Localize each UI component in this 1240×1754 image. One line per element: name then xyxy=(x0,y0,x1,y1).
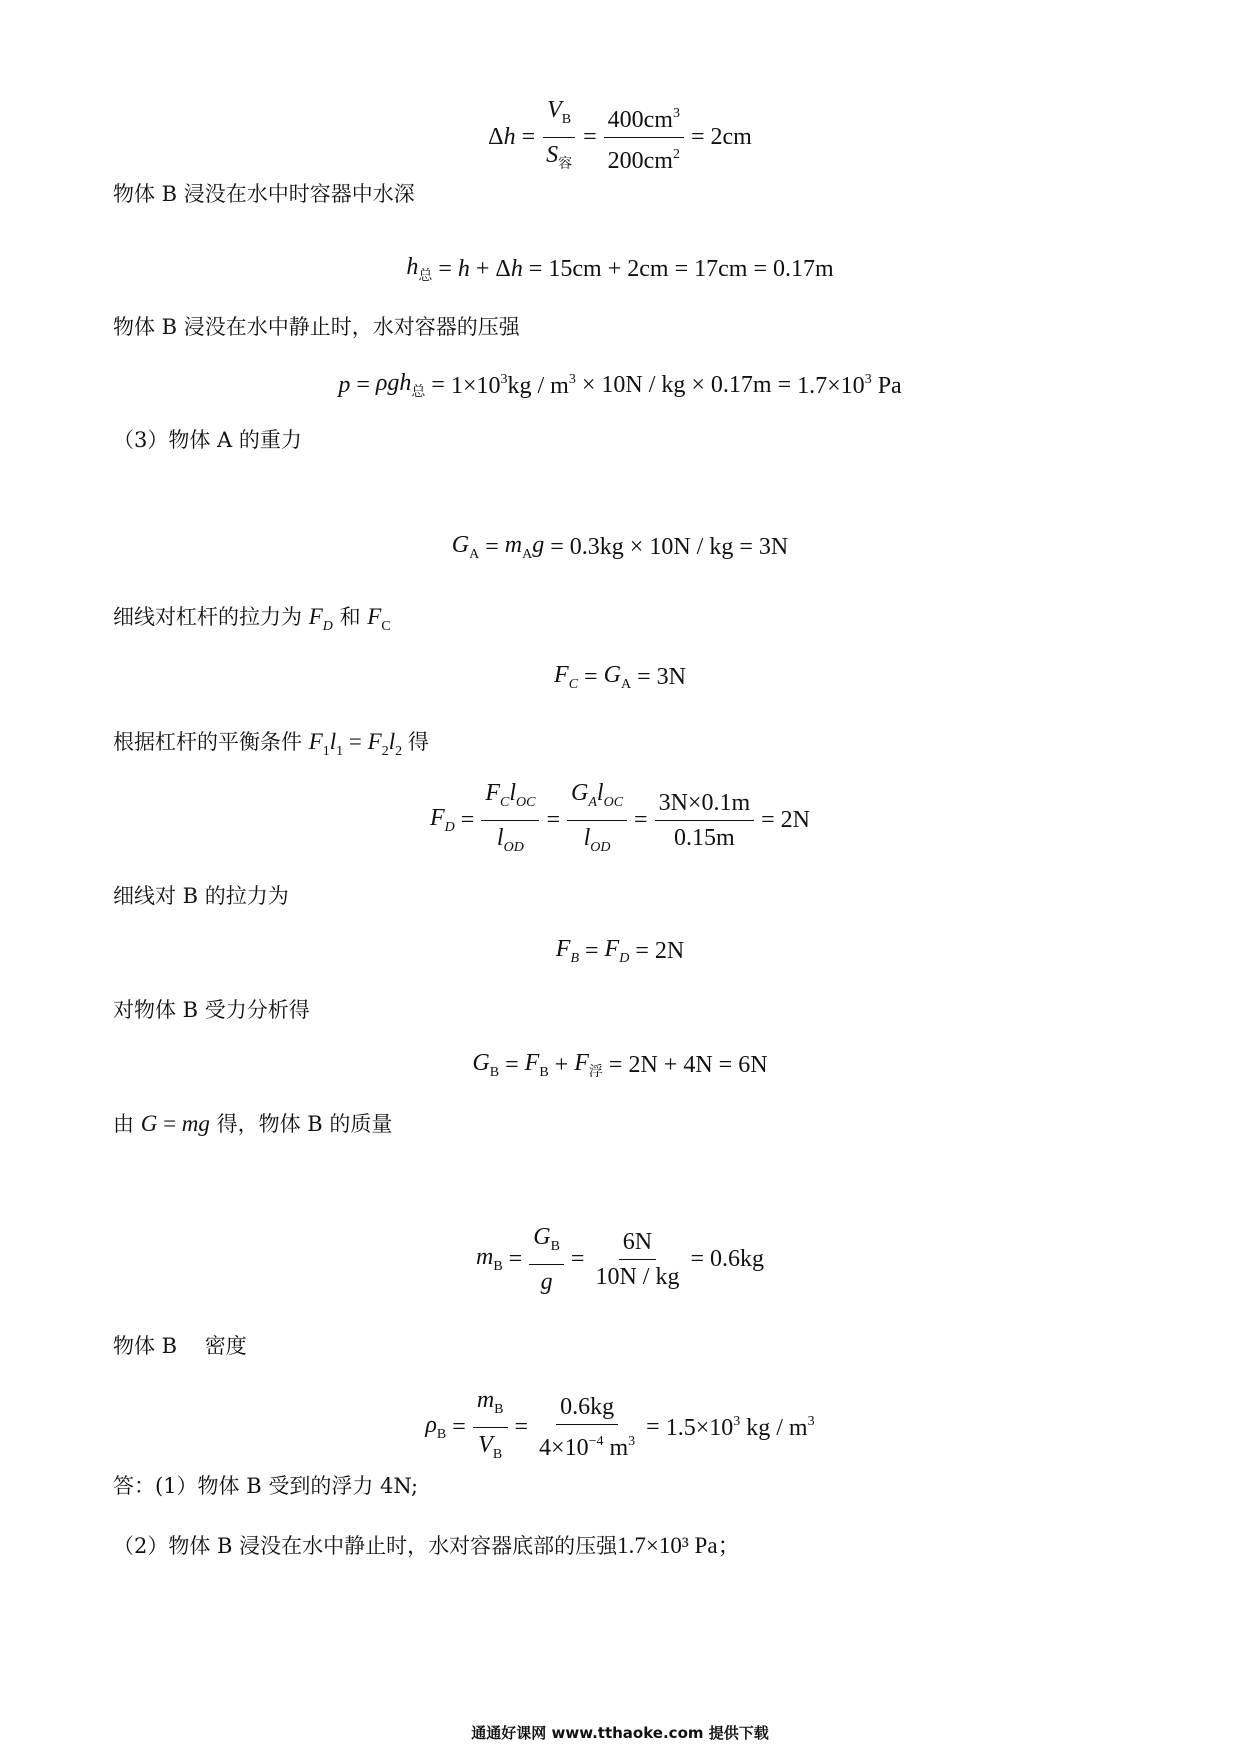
text-lever-balance-suffix: 得 xyxy=(407,730,429,754)
equation-fd: $F_D$ = $\frac{F_Cl_{OC}}{l_{OD}}$ = $\frac{G_Al_{OC}}{l_{OD}}$ = $\frac{3N\times 0.1m}{0.15m}$ = 2N xyxy=(429,780,811,855)
equation-mass-b: $m_B$ = $\frac{G_B}{g}$ = $\frac{6N}{10N / kg}$ = 0.6kg xyxy=(475,1224,764,1295)
text-mass-prefix: 由 xyxy=(113,1112,134,1136)
text-rope-on-b: 细线对 B 的拉力为 xyxy=(113,884,289,908)
text-part3-gravity: （3）物体 A 的重力 xyxy=(113,428,302,452)
text-answer-2 xyxy=(113,1532,741,1560)
text-force-analysis-b: 对物体 B 受力分析得 xyxy=(113,998,310,1022)
text-lever-balance: 根据杠杆的平衡条件 $F_1l_1 = F_2l_2$ 得 xyxy=(113,729,429,759)
equation-fc: $F_C$ = $G_A$ = 3N xyxy=(554,662,686,692)
text-answer-2-prefix: （2）物体 B 浸没在水中静止时，水对容器底部的压强 xyxy=(113,1534,618,1558)
text-rope-tension-lever: 细线对杠杆的拉力为 $F_D$ 和 $F_C$ xyxy=(113,604,391,634)
equation-gravity-b: $G_B$ = $F_B$ + $F_浮$ = 2N + 4N = 6N xyxy=(472,1050,768,1080)
text-rope-tension-label: 细线对杠杆的拉力为 xyxy=(113,605,302,629)
equation-delta-h: Δh = $\frac{V_B}{S_容}$ = $\frac{400cm^3}{200cm^2}$ = 2cm xyxy=(488,97,752,174)
page-footer: 通通好课网 www.tthaoke.com 提供下载 xyxy=(471,1724,769,1742)
equation-gravity-a: $G_A$ = $m_Ag$ = 0.3kg × 10N / kg = 3N xyxy=(451,532,789,562)
text-mass-suffix: 得，物体 B 的质量 xyxy=(216,1112,393,1136)
text-water-depth-intro: 物体 B 浸没在水中时容器中水深 xyxy=(113,182,415,206)
text-mass-b-intro: 由 G = mg 得，物体 B 的质量 xyxy=(113,1111,393,1136)
text-answer-2-value: 1.7×10³ Pa； xyxy=(617,1533,741,1558)
text-density-b-intro: 物体 B 密度 xyxy=(113,1334,247,1358)
text-pressure-intro: 物体 B 浸没在水中静止时，水对容器的压强 xyxy=(113,315,520,339)
equation-total-depth: $h_总$ = h + Δh = 15cm + 2cm = 17cm = 0.17m xyxy=(406,254,834,284)
text-lever-balance-prefix: 根据杠杆的平衡条件 xyxy=(113,730,302,754)
equation-pressure: p = ρgh$_总$ = $1\times 10^3kg / m^3$ × 10N / kg × 0.17m = $1.7\times 10^3$ Pa xyxy=(338,370,902,400)
text-and: 和 xyxy=(339,605,361,629)
text-answer-1: 答：(1）物体 B 受到的浮力 4N; xyxy=(113,1474,419,1498)
equation-fb: $F_B$ = $F_D$ = 2N xyxy=(555,936,685,966)
equation-density-b: $\rho_B$ = $\frac{m_B}{V_B}$ = $\frac{0.6kg}{4\times 10^{-4} m^3}$ = $1.5\times 10^3$ kg / $m^3$ xyxy=(425,1387,815,1462)
